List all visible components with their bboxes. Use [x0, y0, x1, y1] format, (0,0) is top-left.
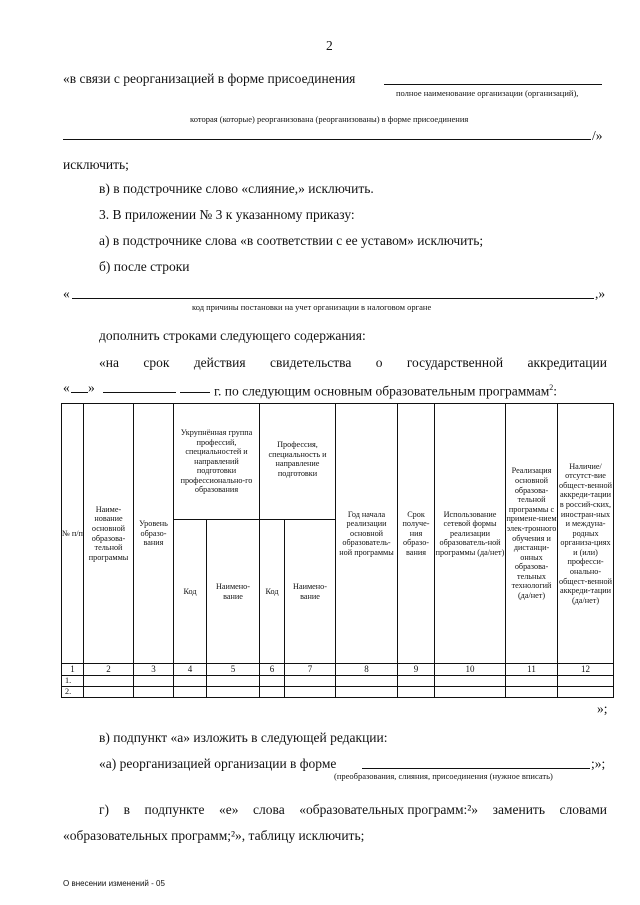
word: действия — [193, 355, 246, 370]
col-number: 6 — [260, 664, 285, 676]
blank-line — [362, 768, 590, 769]
col-number: 11 — [506, 664, 558, 676]
add-rows-text: дополнить строками следующего содержания: — [99, 328, 366, 343]
paragraph-v2: в) подпункт «а» изложить в следующей редакции: — [99, 730, 388, 745]
word: заменить — [492, 802, 545, 817]
word: подпункте — [144, 802, 205, 817]
word: «е» — [219, 802, 239, 817]
word: «образовательных программ:²» — [299, 802, 479, 817]
col-number: 8 — [336, 664, 398, 676]
col-number: 1 — [62, 664, 84, 676]
col-number: 3 — [134, 664, 174, 676]
word: словами — [559, 802, 607, 817]
paragraph-3: 3. В приложении № 3 к указанному приказу: — [99, 207, 355, 222]
word: слова — [253, 802, 285, 817]
table-row — [62, 687, 614, 698]
caption-reorganized: которая (которые) реорганизована (реорганизованы) в форме присоединения — [190, 114, 469, 124]
header-code-1: Код — [174, 520, 207, 664]
col-number: 4 — [174, 664, 207, 676]
paragraph-a: а) в подстрочнике слова «в соответствии с ее уставом» исключить; — [99, 233, 484, 248]
programs-table — [61, 403, 614, 698]
footnote-mark: 2 — [549, 383, 554, 392]
header-accreditation: Наличие/ отсутст-вие общест-венной аккреди-тации в россий-ских, иностран-ных и междуна-родных организа-циях и (или) професси-онально-общест-венной аккреди-тации (да/нет) — [558, 404, 614, 664]
header-term: Срок получе-ния образо-вания — [398, 404, 435, 664]
col-number: 10 — [435, 664, 506, 676]
word: свидетельства — [270, 355, 352, 370]
blank-line — [63, 139, 591, 140]
paragraph-g-line1 — [99, 801, 607, 818]
word: государственной — [406, 355, 504, 370]
paragraph-g-line2: «образовательных программ;²», таблицу исключить; — [63, 828, 365, 843]
certificate-line — [99, 354, 607, 371]
word: «на — [99, 355, 119, 370]
word: в — [123, 802, 130, 817]
paragraph-a2-end: ;»; — [591, 756, 606, 771]
header-title-2: Наимено-вание — [285, 520, 336, 664]
header-e-learning: Реализация основной образова-тельной программы с примене-нием элек-тронного обучения и дистанци-онных образова-тельных технологий (да/нет) — [506, 404, 558, 664]
header-program-name: Наиме-нование основной образова-тельной программы — [84, 404, 134, 664]
col-number: 7 — [285, 664, 336, 676]
caption-form: (преобразования, слияния, присоединения (нужное вписать) — [334, 771, 553, 781]
column-numbers-row — [62, 664, 614, 676]
colon: : — [553, 383, 558, 399]
blank-line — [72, 298, 594, 299]
header-title-1: Наимено-вание — [207, 520, 260, 664]
header-profession: Профессия, специальность и направление подготовки — [260, 404, 336, 520]
line-end-mark: /» — [592, 128, 603, 143]
paragraph-a2: «а) реорганизацией организации в форме — [99, 756, 337, 771]
blank-line — [384, 84, 602, 85]
header-num: № п/п — [62, 404, 84, 664]
date-quote-open: « — [63, 380, 70, 395]
header-group: Укрупнённая группа профессий, специальностей и направлений подготовки профессионально-го образования — [174, 404, 260, 520]
quote-close: ,» — [595, 286, 606, 301]
paragraph-reorg-line: «в связи с реорганизацией в форме присоединения — [63, 71, 356, 86]
blank-day — [71, 392, 88, 393]
caption-kpp: код причины постановки на учет организации в налоговом органе — [192, 302, 432, 312]
col-number: 2 — [84, 664, 134, 676]
table-end-mark: »; — [597, 701, 608, 716]
blank-year — [180, 392, 210, 393]
caption-org-name: полное наименование организации (организаций), — [396, 88, 579, 98]
row-label: 2. — [62, 687, 84, 698]
table-row — [62, 676, 614, 687]
header-code-2: Код — [260, 520, 285, 664]
row-label: 1. — [62, 676, 84, 687]
exclude-text: исключить; — [63, 157, 129, 172]
header-level: Уровень образо-вания — [134, 404, 174, 664]
col-number: 12 — [558, 664, 614, 676]
word: г) — [99, 802, 110, 817]
word: аккредитации — [527, 355, 607, 370]
date-suffix-text: г. по следующим основным образовательным программам — [214, 383, 550, 399]
footer: О внесении изменений - 05 — [63, 879, 165, 888]
page-number: 2 — [326, 38, 333, 53]
header-start-year: Год начала реализации основной образователь-ной программы — [336, 404, 398, 664]
word: срок — [143, 355, 170, 370]
word: о — [375, 355, 383, 370]
col-number: 9 — [398, 664, 435, 676]
quote-open: « — [63, 286, 70, 301]
header-network-form: Использование сетевой формы реализации образователь-ной программы (да/нет) — [435, 404, 506, 664]
paragraph-v: в) в подстрочнике слово «слияние,» исключить. — [99, 181, 374, 196]
paragraph-b: б) после строки — [99, 259, 190, 274]
date-suffix — [214, 379, 557, 400]
blank-month — [103, 392, 176, 393]
col-number: 5 — [207, 664, 260, 676]
date-quote-close: » — [88, 380, 95, 395]
